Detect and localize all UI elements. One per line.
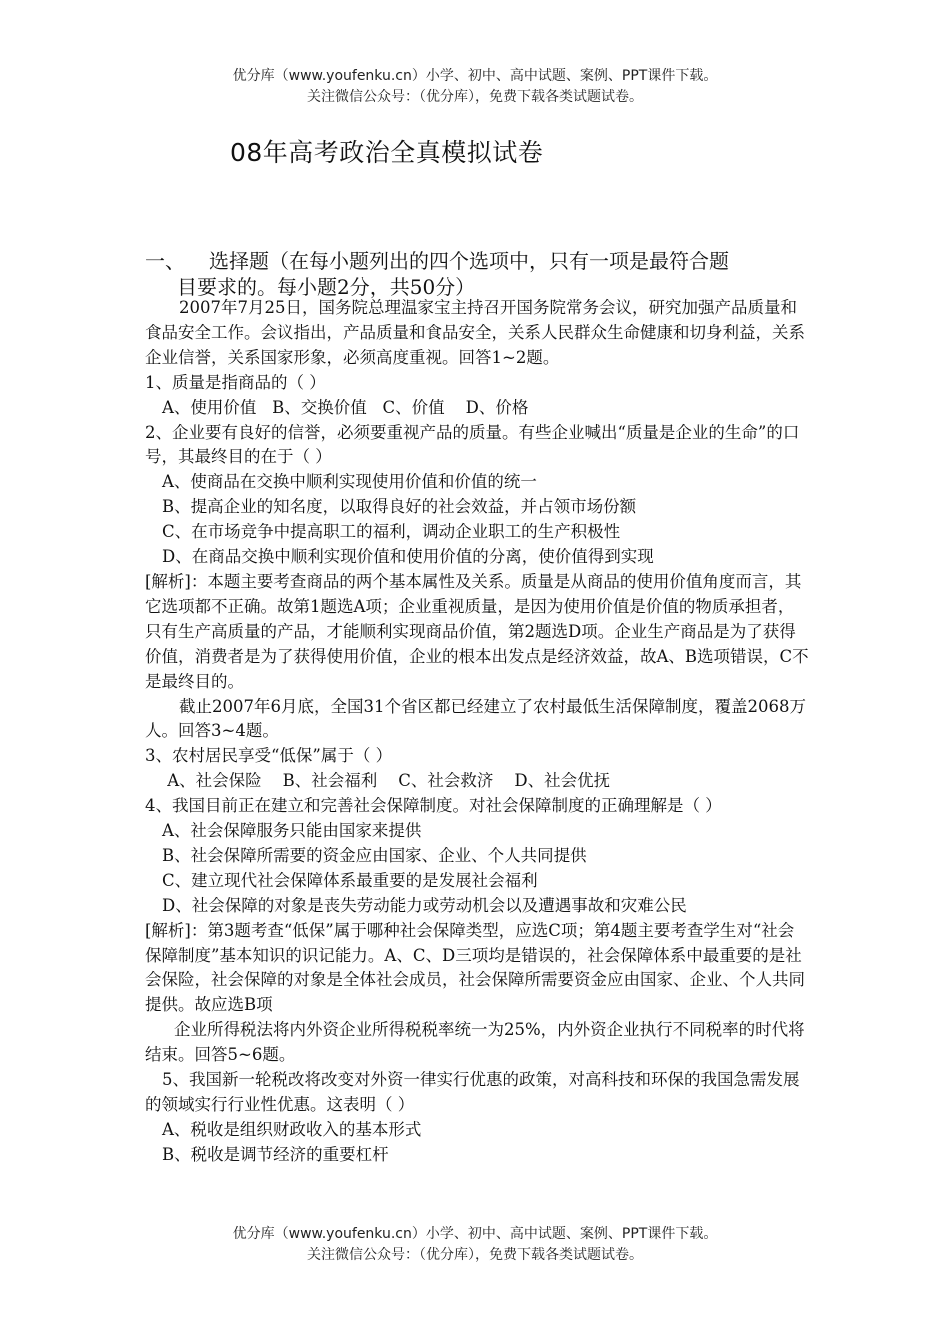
- section-number: 一、: [145, 249, 185, 273]
- page-title: 08年高考政治全真模拟试卷: [230, 138, 544, 167]
- question-3-options: A、社会保险 B、社会福利 C、社会救济 D、社会优抚: [162, 771, 611, 791]
- section-heading-line-1: 选择题（在每小题列出的四个选项中，只有一项是最符合题: [209, 249, 729, 273]
- analysis-2: [解析]：第3题考查“低保”属于哪种社会保障类型，应选C项；第4题主要考查学生对“社会保障制度”基本知识的识记能力。A、C、D三项均是错误的，社会保障体系中最重要的是社会保险，社会保障的对象是全体社会成员，社会保障所需要资金应由国家、企业、个人共同提供。故应选B项: [145, 920, 805, 1015]
- question-3: 3、农村居民享受“低保”属于（ ）: [145, 746, 393, 766]
- question-2: 2、企业要有良好的信誉，必须要重视产品的质量。有些企业喊出“质量是企业的生命”的口号，其最终目的在于（ ）: [145, 422, 800, 467]
- question-4-option-a: A、社会保障服务只能由国家来提供: [162, 821, 422, 841]
- question-5: 5、我国新一轮税改将改变对外资一律实行优惠的政策，对高科技和环保的我国急需发展的领域实行行业性优惠。这表明（ ）: [145, 1070, 800, 1114]
- intro-paragraph-1: 2007年7月25日，国务院总理温家宝主持召开国务院常务会议，研究加强产品质量和食品安全工作。会议指出，产品质量和食品安全，关系人民群众生命健康和切身利益，关系企业信誉，关系国家形象，必须高度重视。回答1~2题。: [145, 298, 805, 367]
- question-5-option-b: B、税收是调节经济的重要杠杆: [162, 1144, 389, 1164]
- section-heading-line-2: 目要求的。每小题2分，共50分）: [177, 275, 476, 299]
- document-body: [145, 296, 810, 1168]
- footer-line-1: 优分库（www.youfenku.cn）小学、初中、高中试题、案例、PPT课件下载。: [232, 1226, 718, 1242]
- question-4-option-c: C、建立现代社会保障体系最重要的是发展社会福利: [162, 870, 538, 890]
- question-2-option-d: D、在商品交换中顺利实现价值和使用价值的分离，使价值得到实现: [162, 547, 654, 567]
- section-heading: [145, 248, 815, 300]
- intro-paragraph-3: 企业所得税法将内外资企业所得税税率统一为25%，内外资企业执行不同税率的时代将结束。回答5~6题。: [145, 1020, 805, 1065]
- footer-line-2: 关注微信公众号：（优分库），免费下载各类试题试卷。: [307, 1247, 643, 1263]
- question-5-option-a: A、税收是组织财政收入的基本形式: [162, 1119, 422, 1139]
- question-1-options: A、使用价值 B、交换价值 C、价值 D、价格: [162, 397, 529, 417]
- question-2-option-a: A、使商品在交换中顺利实现使用价值和价值的统一: [162, 472, 537, 492]
- page-footer: [0, 1224, 950, 1266]
- question-1: 1、质量是指商品的（ ）: [145, 372, 326, 392]
- intro-paragraph-2: 截止2007年6月底，全国31个省区都已经建立了农村最低生活保障制度，覆盖2068万人。回答3~4题。: [145, 696, 806, 741]
- question-2-option-c: C、在市场竞争中提高职工的福利，调动企业职工的生产积极性: [162, 522, 621, 542]
- question-4-option-b: B、社会保障所需要的资金应由国家、企业、个人共同提供: [162, 845, 587, 865]
- header-line-2: 关注微信公众号：（优分库），免费下载各类试题试卷。: [307, 89, 643, 105]
- question-2-option-b: B、提高企业的知名度，以取得良好的社会效益，并占领市场份额: [162, 497, 637, 517]
- question-4-option-d: D、社会保障的对象是丧失劳动能力或劳动机会以及遭遇事故和灾难公民: [162, 895, 687, 915]
- analysis-1: [解析]：本题主要考查商品的两个基本属性及关系。质量是从商品的使用价值角度而言，其它选项都不正确。故第1题选A项；企业重视质量，是因为使用价值是价值的物质承担者，只有生产高质量的产品，才能顺利实现商品价值，第2题选D项。企业生产商品是为了获得价值，消费者是为了获得使用价值，企业的根本出发点是经济效益，故A、B选项错误，C不是最终目的。: [145, 571, 809, 691]
- question-4: 4、我国目前正在建立和完善社会保障制度。对社会保障制度的正确理解是（ ）: [145, 796, 722, 816]
- header-line-1: 优分库（www.youfenku.cn）小学、初中、高中试题、案例、PPT课件下载。: [232, 68, 718, 84]
- page-header: [0, 66, 950, 108]
